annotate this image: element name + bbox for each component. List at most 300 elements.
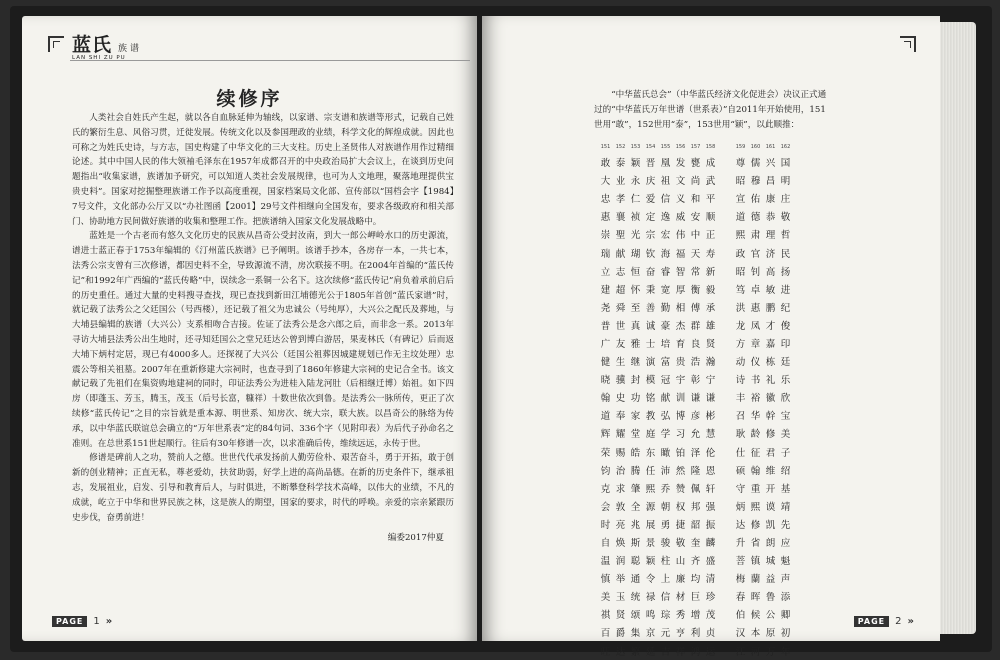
generation-character: 谦 [690, 393, 701, 405]
generation-character: 纪 [780, 302, 791, 314]
generation-character: 尧 [600, 302, 611, 314]
generation-character: 山 [675, 556, 686, 568]
generation-character: 恭 [765, 212, 776, 224]
generation-number: 151 [600, 144, 611, 150]
generation-character: 泰 [615, 158, 626, 170]
generation-character: 麟 [705, 538, 716, 550]
generation-character: 耀 [615, 429, 626, 441]
generation-character: 伯 [735, 610, 746, 622]
logo-small-text: 族谱 [118, 44, 143, 54]
generation-row [598, 406, 818, 424]
generation-character: 宝 [780, 411, 791, 423]
paragraph: 人类社会自姓氏产生起，就以各自血脉延伸为轴线，以家谱、宗支谱和族谱等形式，记载自己姓氏的繁衍生息、风俗习贯，迁徙发展。传统文化以及参国理政的业绩，科学文化的辉煌成就。因此也可称之为姓氏史诗，与方志，国史构建了中华文化的三大支柱。历史上圣贤伟人对族谱作用作过精细论述。其中中国人民的伟大领袖毛泽东在1957年成都召开的中央政治局扩大会议上，在谈到历史问题指出“收集家谱，族谱加予研究，可以知道人类社会发展规律，也可为人文地理，聚落地理提供宝贵史料”。国家对挖掘整理族谱工作予以高度重视，国家档案局文化部、宣传部以“国档会字【1984】7号文件，文化部办公厅又以“办社图函【2001】29号文件相继向全国发布，要求各级政府和相关部门、协助地方民间做好族谱的收集和整理工作。把族谱纳入国家文化发展战略中。 [72, 113, 454, 227]
generation-number: 158 [705, 144, 716, 150]
generation-character: 铂 [675, 447, 686, 459]
page-number: 2 [895, 616, 902, 627]
generation-character: 史 [615, 393, 626, 405]
generation-character: 焕 [615, 538, 626, 550]
generation-character: 汉 [735, 628, 746, 640]
generation-row [598, 225, 818, 243]
generation-character: 熙 [645, 483, 656, 495]
generation-character: 博 [675, 411, 686, 423]
generation-character: 乐 [780, 375, 791, 387]
generation-character: 宇 [675, 375, 686, 387]
generation-character: 国 [780, 158, 791, 170]
generation-character: 廷 [780, 357, 791, 369]
generation-character: 士 [645, 338, 656, 350]
generation-character: 统 [630, 592, 641, 604]
double-chevron-icon: » [907, 616, 914, 627]
generation-character: 惠 [750, 302, 761, 314]
generation-character: 爱 [645, 194, 656, 206]
generation-character: 鹏 [765, 302, 776, 314]
generation-character: 子 [780, 447, 791, 459]
generation-character: 强 [705, 501, 716, 513]
page-title: 续修序 [216, 88, 283, 110]
generation-character: 教 [645, 411, 656, 423]
generation-character: 蘭 [750, 574, 761, 586]
generation-character: 盛 [705, 556, 716, 568]
generation-character: 熙 [750, 501, 761, 513]
generation-character: 守 [735, 483, 746, 495]
generation-character: 秀 [675, 610, 686, 622]
generation-character: 硕 [735, 465, 746, 477]
generation-character: 骏 [660, 538, 671, 550]
generation-character: 浩 [690, 357, 701, 369]
logo-subtitle: LAN SHI ZU PU [72, 55, 126, 61]
generation-row [598, 153, 818, 171]
generation-character: 嘉 [765, 338, 776, 350]
generation-character: 宣 [735, 194, 746, 206]
generation-character: 旺 [600, 646, 611, 658]
generation-character: 恒 [630, 266, 641, 278]
generation-character: 衡 [690, 284, 701, 296]
generation-character: 晓 [600, 375, 611, 387]
generation-character: 维 [765, 465, 776, 477]
generation-character: 鸣 [645, 610, 656, 622]
generation-character: 济 [765, 248, 776, 260]
generation-character: 德 [750, 212, 761, 224]
generation-character: 发 [675, 158, 686, 170]
generation-character: 振 [705, 519, 716, 531]
generation-character: 习 [675, 429, 686, 441]
generation-character: 穆 [750, 176, 761, 188]
generation-character: 本 [750, 628, 761, 640]
generation-character: 敦 [615, 501, 626, 513]
generation-character: 礼 [765, 375, 776, 387]
generation-character: 君 [765, 447, 776, 459]
generation-character: 仪 [750, 357, 761, 369]
generation-character: 河 [750, 646, 761, 658]
generation-row [598, 479, 818, 497]
generation-character: 模 [645, 375, 656, 387]
generation-character: 庄 [780, 194, 791, 206]
generation-row [598, 316, 818, 334]
generation-character: 鲁 [765, 592, 776, 604]
generation-character: 贵 [675, 357, 686, 369]
generation-row [598, 497, 818, 515]
generation-character: 宁 [705, 375, 716, 387]
generation-character: 义 [675, 194, 686, 206]
generation-character: 雅 [630, 338, 641, 350]
generation-character: 昭 [735, 176, 746, 188]
generation-character: 广 [600, 338, 611, 350]
generation-character: 廉 [675, 574, 686, 586]
generation-character: 世 [615, 320, 626, 332]
generation-character: 祥 [675, 646, 686, 658]
generation-character: 训 [675, 393, 686, 405]
generation-row [598, 424, 818, 442]
generation-character: 达 [615, 646, 626, 658]
generation-number: 161 [765, 144, 776, 150]
generation-row [598, 388, 818, 406]
generation-character: 献 [660, 393, 671, 405]
double-chevron-icon: » [105, 616, 113, 627]
generation-character: 瑞 [600, 248, 611, 260]
generation-character: 信 [660, 194, 671, 206]
generation-character: 卿 [780, 610, 791, 622]
generation-character: 威 [675, 212, 686, 224]
generation-character: 甕 [690, 158, 701, 170]
generation-character: 睿 [660, 266, 671, 278]
generation-character: 道 [600, 411, 611, 423]
generation-character: 初 [780, 628, 791, 640]
generation-character: 官 [750, 248, 761, 260]
generation-grid [598, 144, 818, 660]
generation-character: 杰 [675, 320, 686, 332]
generation-row [598, 298, 818, 316]
logo-main-text: 蓝氏 [72, 34, 113, 56]
generation-character: 腾 [630, 465, 641, 477]
generation-character: 轩 [705, 483, 716, 495]
generation-character: 普 [600, 320, 611, 332]
generation-character: 钧 [600, 465, 611, 477]
generation-character: 笃 [735, 284, 746, 296]
generation-character: 会 [600, 501, 611, 513]
generation-character: 华 [750, 411, 761, 423]
paragraph: 蓝姓是一个古老而有悠久文化历史的民族从昌奇公受封汝南，到大一郎公岬岭水口的历史源流，谱进士蓝正春于1753年编辑的《汀州蓝氏族谱》已予阐明。该谱手抄本，各房存一本，一共七本，法秀公宗支曾有三次修谱，都因史料不全，导致源流不清，房次联接不明。在2004年首编的“蓝氏传记”和1992年广西编的“蓝氏传略”中，误续念一系铜一公名下。这次续修“蓝氏传记”肩负着承前启后的历史重任。通过大量的史料搜寻查找，现已查找到新田江埔德光公于1805年首创“蓝氏家谱”时，就记载了法秀公之父廷国公（号西楼），还记载了祖父为忠诚公（号纯厚），大兴公之配氏及葬地，与大埔县编辑的族谱（大兴公）支系相吻合吉接。佐证了法秀公是念六郎之后，而非念一系。2013年寻访大埔县法秀公出生地时，还寻知廷国公之堂兄廷达公曾到博白游居，果麦林氏（有碑记）后而返大埔下炳村定居，现已有4000多人。还探视了大兴公（廷国公祖葬因城建规划已作无主坟处理）忠震公等相关祖墓。2007年在重新修建大宗祠时，也查寻到了1860年修建大宗祠的史记合全书。该文献记载了先祖们在集资购地建祠的同时，印证法秀公为进桂入陆龙河肚（后相继迁博）始祖。如下四房（即蓬玉、芳玉，腾玉，茂玉（后号长富，糠祥）十数世依次到鲁。是法秀公一脉所传，更正了次续修“蓝氏传记”之目的宗旨就是重本源、明世系、知房次、统大宗，联大族。以昌奇公的脉络为传承，以中华蓝氏联谊总会确立的“万年世系表”定的84句词、336个字（见附印表）为后代子孙命名之准则。在总世系151世起顺行。往后有30年修谱一次，以求准确后传，维续远远，永传于世。 [72, 231, 454, 449]
generation-row [598, 551, 818, 569]
generation-character: 延 [645, 646, 656, 658]
generation-row [598, 207, 818, 225]
generation-character: 应 [780, 538, 791, 550]
generation-character: 吉 [660, 646, 671, 658]
generation-character: 荣 [600, 447, 611, 459]
generation-character: 逸 [660, 212, 671, 224]
generation-character: 庭 [645, 429, 656, 441]
generation-character: 志 [615, 266, 626, 278]
generation-character: 佩 [690, 483, 701, 495]
intro-text: “中华蓝氏总会”（中华蓝氏经济文化促进会）决议正式通过的“中华蓝氏万年世谱（世系表）”自2011年开始使用，151世用“敢”，152世用“泰”，153世用“颖”，以此顺推： [594, 90, 827, 130]
generation-character: 清 [705, 574, 716, 586]
header-logo [72, 30, 142, 61]
page-footer [52, 616, 112, 627]
generation-character: 奋 [645, 266, 656, 278]
generation-character: 赐 [615, 447, 626, 459]
generation-character: 理 [765, 230, 776, 242]
generation-character: 善 [645, 302, 656, 314]
generation-character: 增 [690, 610, 701, 622]
generation-character: 敢 [600, 158, 611, 170]
generation-character: 敬 [675, 538, 686, 550]
generation-character: 俊 [780, 320, 791, 332]
generation-character: 智 [675, 266, 686, 278]
generation-character: 益 [765, 574, 776, 586]
generation-character: 熙 [735, 230, 746, 242]
generation-character: 齐 [690, 556, 701, 568]
generation-character: 候 [750, 610, 761, 622]
generation-character: 颂 [630, 610, 641, 622]
generation-number: 160 [750, 144, 761, 150]
generation-character: 皓 [630, 447, 641, 459]
generation-character: 聪 [630, 556, 641, 568]
generation-character: 绍 [780, 465, 791, 477]
generation-character: 奉 [615, 411, 626, 423]
generation-character: 诗 [735, 375, 746, 387]
generation-character: 成 [705, 158, 716, 170]
generation-character: 先 [780, 519, 791, 531]
generation-character: 福 [675, 248, 686, 260]
generation-character: 元 [660, 628, 671, 640]
generation-character: 寿 [705, 248, 716, 260]
generation-character: 魁 [780, 556, 791, 568]
generation-character: 友 [615, 338, 626, 350]
generation-character: 克 [600, 483, 611, 495]
generation-character: 正 [705, 230, 716, 242]
generation-row [598, 533, 818, 551]
generation-character: 沛 [660, 465, 671, 477]
generation-character: 治 [615, 465, 626, 477]
generation-row [598, 443, 818, 461]
generation-character: 民 [780, 248, 791, 260]
generation-character: 开 [765, 483, 776, 495]
generation-character: 秉 [645, 284, 656, 296]
generation-character: 材 [675, 592, 686, 604]
page-tag: PAGE [854, 616, 889, 627]
generation-character: 洪 [735, 302, 746, 314]
generation-character: 襄 [615, 212, 626, 224]
generation-character: 柱 [660, 556, 671, 568]
generation-character: 宗 [645, 230, 656, 242]
generation-number: 159 [735, 144, 746, 150]
generation-character: 谟 [765, 501, 776, 513]
generation-character: 敬 [780, 212, 791, 224]
generation-character: 泽 [690, 447, 701, 459]
generation-character: 时 [600, 519, 611, 531]
generation-character: 文 [675, 176, 686, 188]
generation-character: 龄 [750, 429, 761, 441]
generation-character: 相 [675, 302, 686, 314]
generation-character: 忠 [600, 194, 611, 206]
generation-character: 昌 [765, 176, 776, 188]
generation-character: 邦 [690, 501, 701, 513]
generation-row [598, 243, 818, 261]
generation-character: 裕 [750, 393, 761, 405]
generation-number: 156 [675, 144, 686, 150]
generation-character: 全 [630, 501, 641, 513]
generation-character: 政 [735, 248, 746, 260]
generation-character: 润 [615, 556, 626, 568]
generation-character: 珍 [705, 592, 716, 604]
generation-character: 毅 [705, 284, 716, 296]
corner-ornament-icon [900, 36, 916, 52]
generation-character: 献 [615, 248, 626, 260]
generation-character: 修 [750, 519, 761, 531]
generation-character: 均 [690, 574, 701, 586]
generation-character: 添 [780, 592, 791, 604]
generation-character: 重 [750, 483, 761, 495]
generation-character: 贞 [705, 628, 716, 640]
generation-row [598, 605, 818, 623]
generation-character: 颖 [630, 158, 641, 170]
generation-character: 年 [780, 646, 791, 658]
generation-character: 梅 [735, 574, 746, 586]
generation-character: 东 [645, 447, 656, 459]
generation-character: 才 [765, 320, 776, 332]
generation-character: 昭 [735, 266, 746, 278]
generation-character: 良 [690, 338, 701, 350]
generation-character: 原 [765, 628, 776, 640]
page-number: 1 [93, 616, 100, 627]
generation-character: 顺 [705, 212, 716, 224]
generation-character: 美 [780, 429, 791, 441]
generation-character: 骥 [615, 375, 626, 387]
generation-character: 学 [660, 429, 671, 441]
generation-character: 尚 [690, 176, 701, 188]
generation-character: 佑 [750, 194, 761, 206]
generation-character: 道 [735, 212, 746, 224]
generation-character: 动 [735, 357, 746, 369]
right-page [482, 16, 940, 658]
generation-character: 晋 [645, 158, 656, 170]
generation-character: 达 [735, 519, 746, 531]
generation-character: 然 [675, 465, 686, 477]
generation-row [598, 515, 818, 533]
generation-character: 祯 [630, 212, 641, 224]
generation-character: 允 [690, 429, 701, 441]
page-edges [940, 22, 976, 634]
generation-row [598, 623, 818, 641]
generation-character: 乔 [660, 483, 671, 495]
generation-character: 育 [675, 338, 686, 350]
generation-character: 印 [780, 338, 791, 350]
generation-character: 凤 [750, 320, 761, 332]
generation-character: 尊 [735, 158, 746, 170]
generation-character: 海 [660, 248, 671, 260]
generation-character: 勇 [660, 519, 671, 531]
generation-character: 求 [615, 483, 626, 495]
generation-row [598, 569, 818, 587]
generation-character: 修 [765, 429, 776, 441]
generation-character: 谦 [705, 393, 716, 405]
generation-character: 平 [705, 194, 716, 206]
signature: 编委2017仲夏 [387, 533, 444, 544]
generation-character: 基 [780, 483, 791, 495]
generation-character: 韶 [690, 519, 701, 531]
generation-character: 爵 [615, 628, 626, 640]
generation-row [598, 461, 818, 479]
generation-character: 翰 [600, 393, 611, 405]
generation-character: 丰 [735, 393, 746, 405]
generation-character: 生 [615, 357, 626, 369]
generation-character: 群 [690, 320, 701, 332]
generation-character: 镇 [750, 556, 761, 568]
generation-character: 京 [645, 628, 656, 640]
generation-character: 雄 [705, 320, 716, 332]
generation-character: 展 [645, 519, 656, 531]
generation-character: 禄 [645, 592, 656, 604]
generation-character: 省 [750, 538, 761, 550]
generation-character: 常 [690, 266, 701, 278]
generation-character: 庆 [645, 176, 656, 188]
generation-character: 建 [600, 284, 611, 296]
generation-row [598, 352, 818, 370]
generation-character: 诚 [645, 320, 656, 332]
generation-character: 中 [690, 230, 701, 242]
generation-character: 靖 [780, 501, 791, 513]
generation-character: 举 [615, 574, 626, 586]
generation-character: 书 [750, 375, 761, 387]
generation-character: 春 [735, 592, 746, 604]
generation-character: 继 [630, 357, 641, 369]
generation-character: 万 [765, 646, 776, 658]
generation-character: 颖 [645, 556, 656, 568]
generation-character: 彦 [690, 411, 701, 423]
generation-character: 肇 [630, 483, 641, 495]
generation-character: 凰 [660, 158, 671, 170]
generation-character: 美 [600, 592, 611, 604]
generation-character: 天 [690, 248, 701, 260]
generation-character: 怀 [630, 284, 641, 296]
generation-character: 捷 [675, 519, 686, 531]
generation-character: 仕 [735, 447, 746, 459]
generation-number: 162 [780, 144, 791, 150]
generation-intro [594, 88, 834, 133]
generation-character: 进 [780, 284, 791, 296]
generation-character: 晖 [750, 592, 761, 604]
generation-row [598, 262, 818, 280]
generation-character: 哲 [780, 230, 791, 242]
generation-character: 伦 [705, 447, 716, 459]
generation-character: 自 [600, 538, 611, 550]
generation-character: 温 [600, 556, 611, 568]
generation-character: 业 [615, 176, 626, 188]
generation-character: 瞰 [660, 447, 671, 459]
generation-character: 玉 [615, 592, 626, 604]
generation-character: 家 [630, 411, 641, 423]
generation-number-row [598, 144, 818, 153]
generation-character: 钦 [645, 248, 656, 260]
generation-character: 冠 [660, 375, 671, 387]
generation-character: 赞 [675, 483, 686, 495]
generation-character: 永 [630, 176, 641, 188]
page-tag: PAGE [52, 616, 87, 627]
generation-character: 兴 [765, 158, 776, 170]
generation-character: 彬 [705, 411, 716, 423]
generation-character: 伟 [675, 230, 686, 242]
corner-ornament-icon [48, 36, 64, 52]
generation-character: 声 [780, 574, 791, 586]
generation-character: 安 [690, 212, 701, 224]
generation-character: 权 [675, 501, 686, 513]
generation-character: 辉 [600, 429, 611, 441]
generation-row [598, 370, 818, 388]
generation-character: 康 [765, 194, 776, 206]
generation-character: 菩 [735, 556, 746, 568]
generation-character: 通 [630, 574, 641, 586]
generation-character: 隆 [690, 465, 701, 477]
generation-character: 令 [645, 574, 656, 586]
